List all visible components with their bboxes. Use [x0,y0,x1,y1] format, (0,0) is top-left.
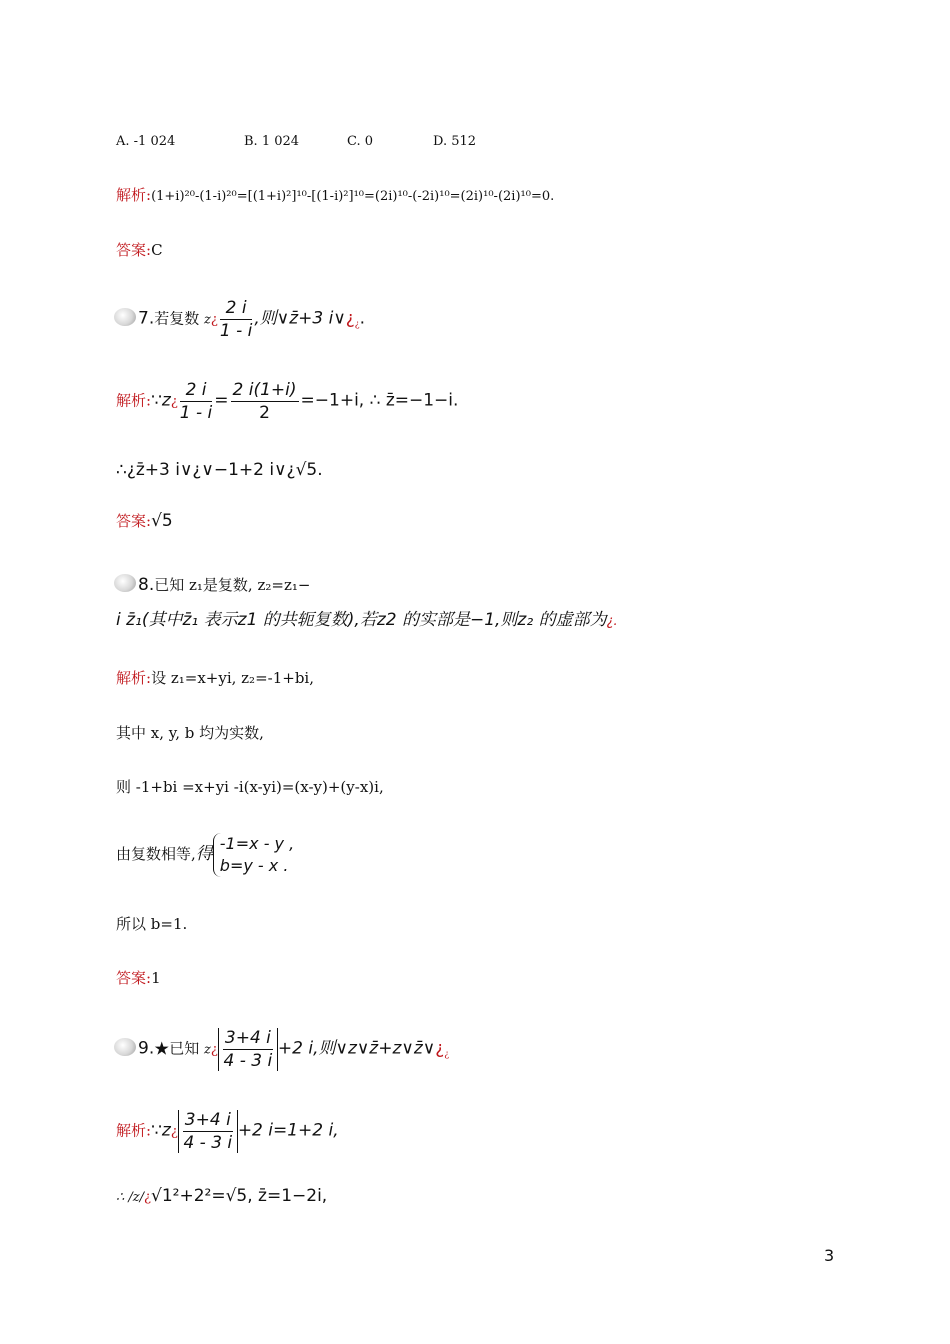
q9-frac-den: 4 - 3 i [223,1051,273,1071]
q7-glyph: ¿ [210,312,218,328]
analysis-label: 解析: [116,391,152,410]
q7-answer [116,511,173,531]
q8-sys-eq1: -1=x - y , [219,834,295,853]
analysis-label: 解析: [116,186,152,204]
q9-stem-tail: +2 i,则∨z∨z̄+z∨z̄∨ [277,1038,436,1059]
q7-analysis-frac2-den: 2 [259,403,270,423]
q9-line2-tail: √1²+2²=√5, z̄=1−2i, [151,1186,328,1206]
q8-analysis [116,668,314,688]
q9-line2 [116,1186,327,1208]
q7-analysis-frac1-den: 1 - i [179,403,213,423]
q8-analysis-body: 设 z₁=x+yi, z₂=-1+bi, [151,669,314,687]
q9-var-z: z [204,1042,211,1058]
q7-answer-value: √5 [151,511,173,531]
q8-sys-eq2: b=y - x . [219,856,289,875]
q9-glyph: ¿ [210,1042,218,1058]
q9-analysis [116,1110,339,1153]
q8-stem-a-text: 已知 z₁是复数, z₂=z₁− [154,576,311,594]
q9-analysis-tail: +2 i=1+2 i, [237,1120,339,1141]
q6-analysis [116,185,554,207]
q7-analysis-glyph: ¿ [170,394,178,410]
question-bullet-icon [114,308,136,326]
option-b: B. 1 024 [244,134,300,149]
q7-analysis-tail: =−1+i, ∴ z̄=−1−i. [300,390,459,411]
q9-abs-value [218,1028,278,1071]
q8-stem-a [116,574,310,595]
question-bullet-icon [114,574,136,592]
option-c: C. 0 [347,134,374,149]
answer-label: 答案: [116,969,152,987]
q7-frac-num: 2 i [220,298,252,320]
q9-fraction [223,1028,273,1071]
q8-line4 [116,830,294,878]
q8-line4-de: 得 [195,844,213,864]
q9-analysis-frac-num: 3+4 i [184,1110,231,1130]
q9-frac-num: 3+4 i [224,1028,271,1048]
q8-line5: 所以 b=1. [116,915,188,933]
q8-line4-prefix: 由复数相等, [116,845,196,863]
option-a: A. -1 024 [116,134,176,149]
q8-stem-b-text: i z̄₁(其中z̄₁ 表示z1 的共轭复数),若z2 的实部是−1,则z₂ 的虚部为 [116,610,607,630]
q7-stem-text: 若复数 [154,309,200,328]
q8-answer [116,968,161,988]
q8-stem-b [116,610,618,632]
q6-analysis-body: (1+i)²⁰-(1-i)²⁰=[(1+i)²]¹⁰-[(1-i)²]¹⁰=(2i)¹⁰-(-2i)¹⁰=(2i)¹⁰-(2i)¹⁰=0. [151,189,555,204]
q8-line3: 则 -1+bi =x+yi -i(x-yi)=(x-y)+(y-x)i, [116,778,384,796]
q7-fraction [220,298,252,341]
q7-analysis-eq: = [214,390,229,411]
q9-analysis-because: ∵z [151,1120,171,1141]
q7-analysis [116,380,458,423]
q7-line2: ∴¿z̄+3 i∨¿∨−1+2 i∨¿√5. [116,460,323,480]
q6-answer-value: C [151,241,163,259]
answer-label: 答案: [116,241,152,259]
q7-number: 7. [138,308,155,329]
analysis-label: 解析: [116,1121,152,1140]
q7-analysis-because: ∵z [151,390,171,411]
page-number: 3 [824,1246,835,1265]
q8-stem-b-end: ¿. [606,614,618,629]
q9-analysis-abs [178,1110,238,1153]
q7-analysis-frac2-num: 2 i(1+i) [232,380,297,400]
q7-stem [116,298,365,341]
question-bullet-icon [114,1038,136,1056]
q8-line2: 其中 x, y, b 均为实数, [116,724,264,742]
q9-line2-prefix: ∴ /z/ [116,1190,145,1205]
q9-analysis-glyph: ¿ [170,1124,178,1140]
q9-line2-glyph: ¿ [144,1190,151,1205]
q6-answer [116,240,163,260]
q7-analysis-frac2 [231,380,299,423]
analysis-label: 解析: [116,669,152,687]
q9-number: 9. [138,1038,155,1059]
q9-end-glyph: ¿ [435,1038,445,1059]
q8-equation-system [213,833,294,877]
q7-end-sub: ¿ [354,319,360,330]
q7-period: . [359,308,366,329]
q9-stem-text: 已知 [169,1039,200,1058]
q7-end-glyph: ¿ [345,308,355,329]
q8-answer-value: 1 [151,969,161,987]
q9-analysis-frac-den: 4 - 3 i [183,1133,233,1153]
q7-stem-tail: ,则∨z̄+3 i∨ [254,308,346,329]
q9-analysis-frac [183,1110,233,1153]
q9-stem [116,1028,449,1071]
q7-analysis-frac1 [180,380,212,423]
q9-end-sub: ¿ [444,1049,450,1060]
q7-frac-den: 1 - i [219,321,253,341]
option-d: D. 512 [433,134,477,149]
q7-analysis-frac1-num: 2 i [180,380,212,402]
q7-var-z: z [204,312,211,328]
star-icon: ★ [154,1039,170,1058]
answer-label: 答案: [116,512,152,530]
q8-number: 8. [138,575,155,595]
